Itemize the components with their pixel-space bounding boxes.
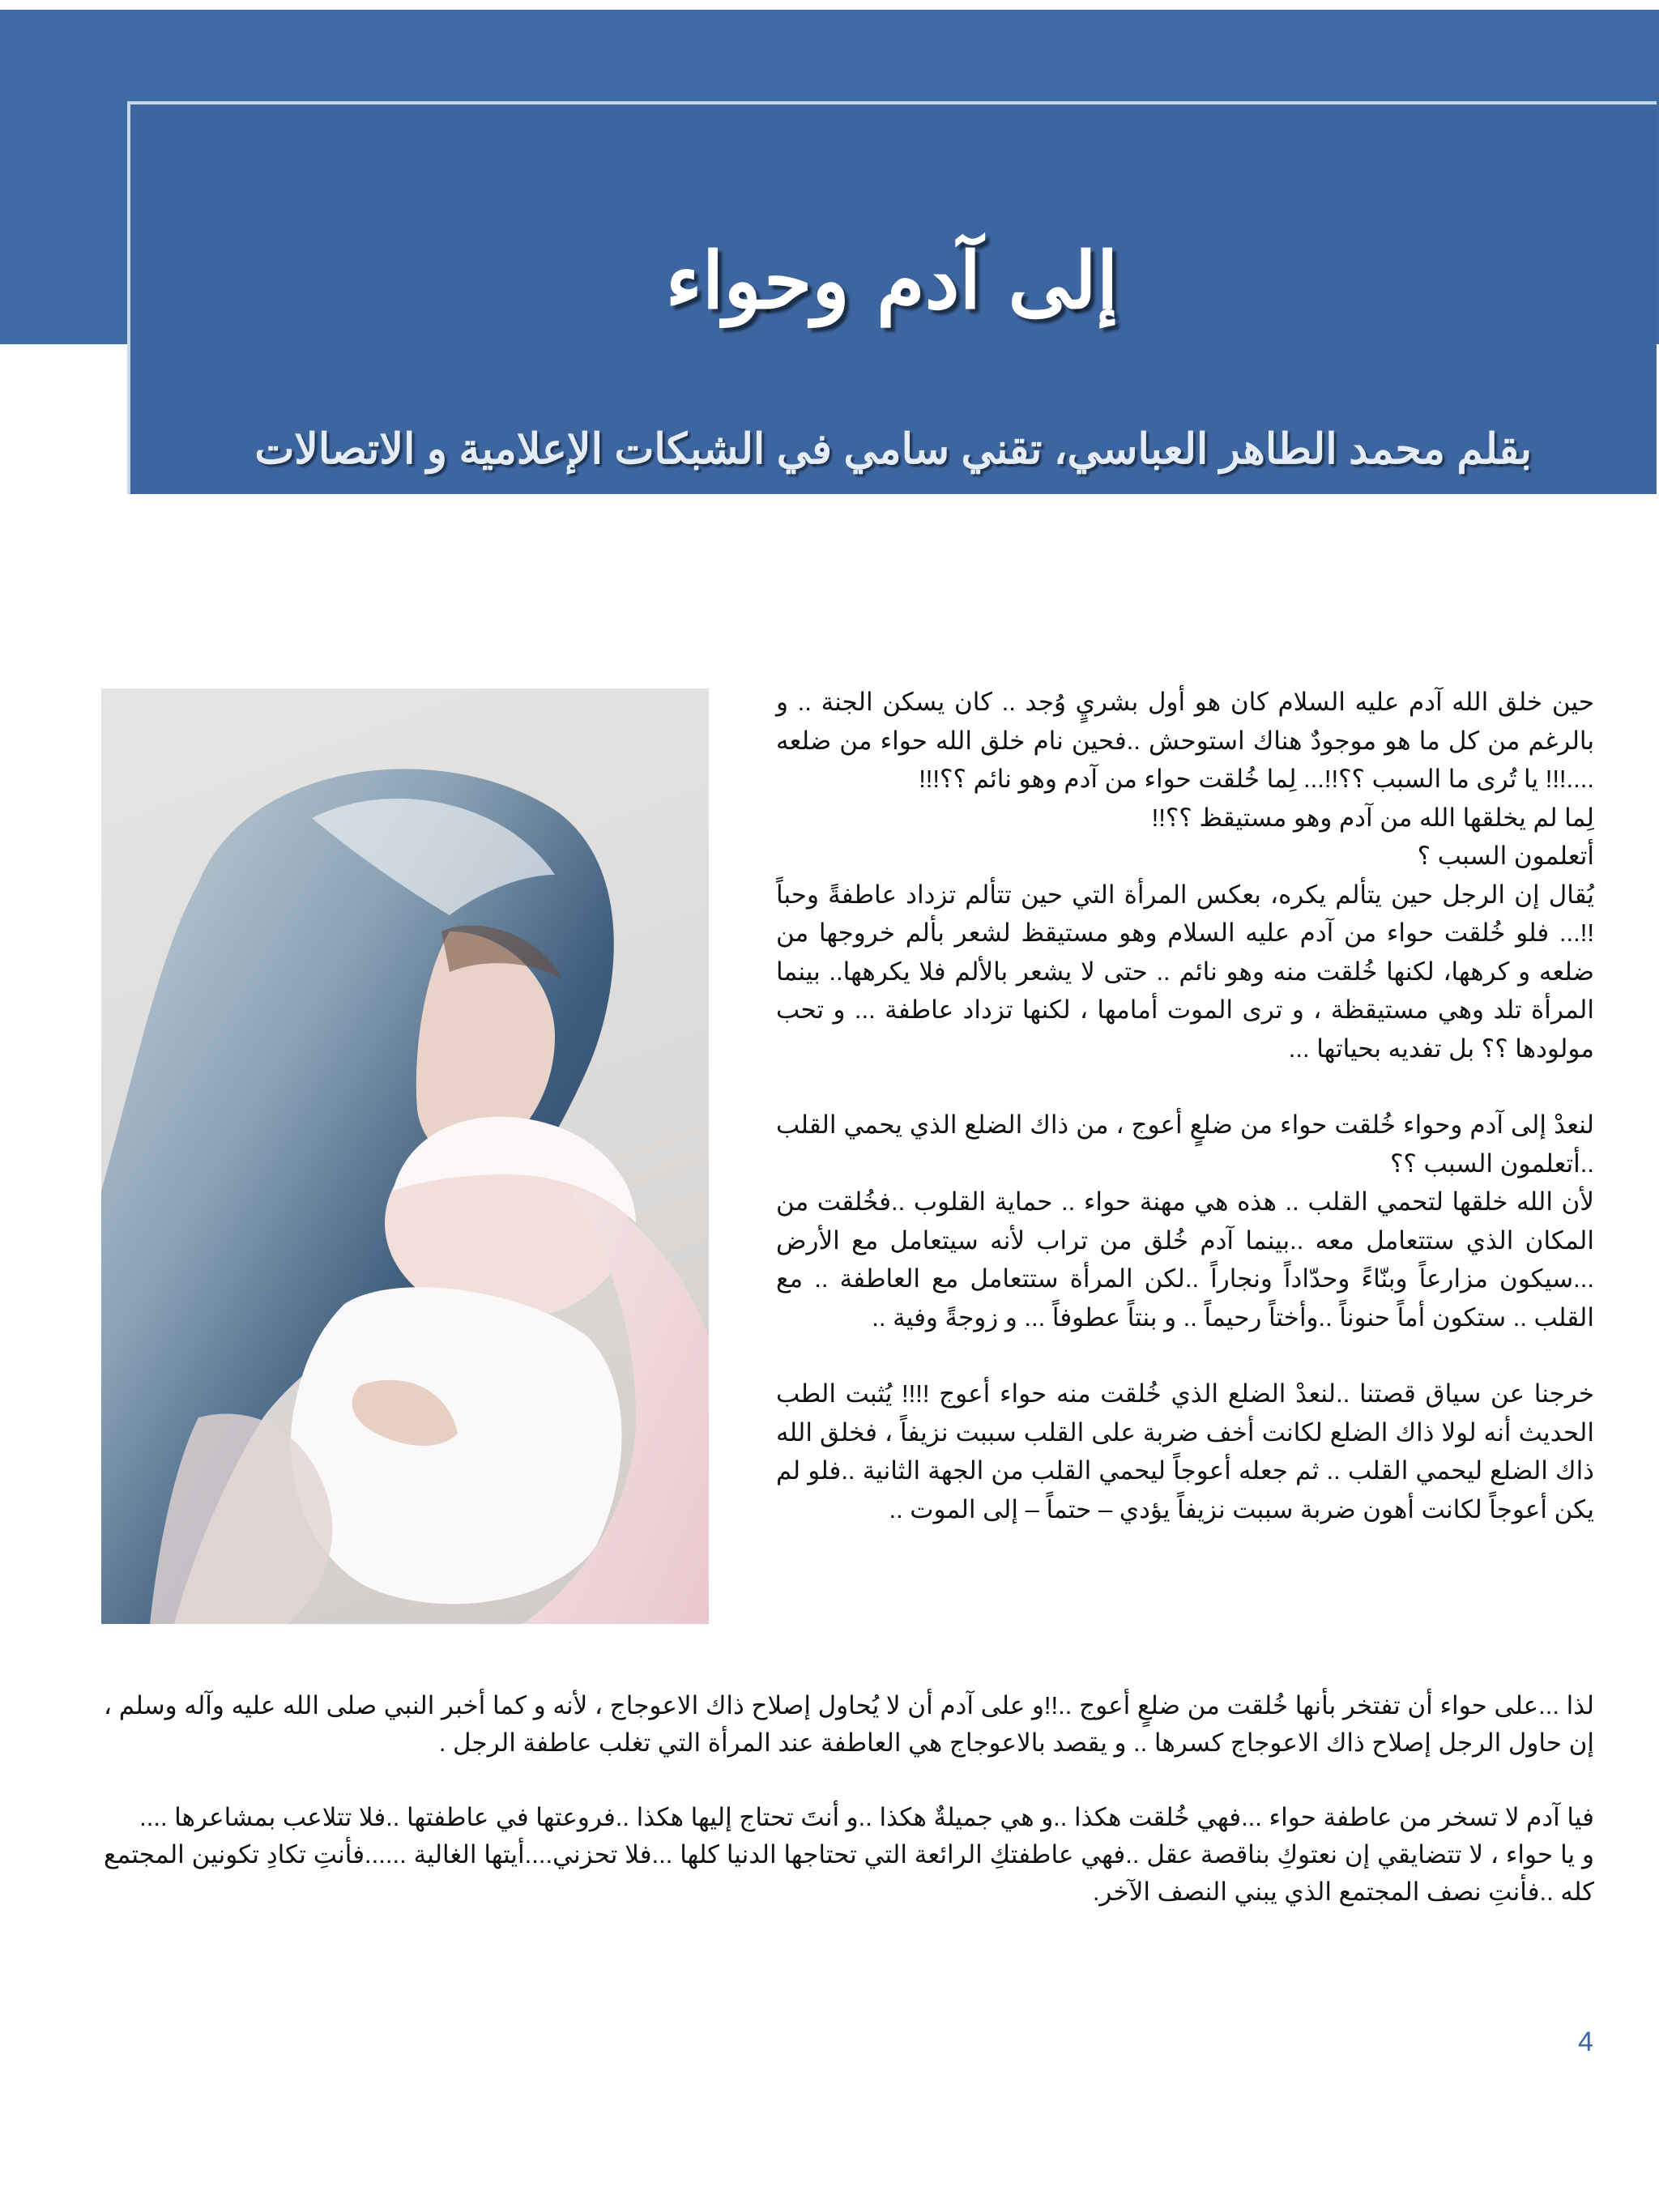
paragraph-to-eve: و يا حواء ، لا تتضايقي إن نعتوكِ بناقصة عقل ..فهي عاطفتكِ الرائعة التي تحتاجها الدنيا كلها ...فلا تحزني....أيتها الغالية ......فأنتِ تكادِ تكونين المجتمع كله ..فأنتِ نصف المجتمع الذي يبني النصف الآخر. (104, 1840, 1594, 1906)
mother-kissing-baby-photo (101, 688, 709, 1624)
paragraph-spacer (776, 1336, 1594, 1375)
paragraph-reason-question: أتعلمون السبب ؟ (1417, 842, 1594, 870)
paragraph-spacer (776, 1068, 1594, 1106)
page-number: 4 (1578, 2027, 1593, 2057)
paragraph-conclusion: لذا ...على حواء أن تفتخر بأنها خُلقت من ضلعٍ أعوج ..!!و على آدم أن لا يُحاول إصلاح ذاك الاعوجاج ، لأنه و كما أخبر النبي صلى الله عليه وآله وسلم ، إن حاول الرجل إصلاح ذاك الاعوجاج كسرها .. و يقصد بالاعوجاج هي العاطفة عند المرأة التي تغلب عاطفة الرجل . (104, 1691, 1594, 1757)
paragraph-rib: لنعدْ إلى آدم وحواء خُلقت حواء من ضلعٍ أعوج ، من ذاك الضلع الذي يحمي القلب ..أتعلمون السبب ؟؟ (776, 1110, 1594, 1178)
paragraph-heart: لأن الله خلقها لتحمي القلب .. هذه هي مهنة حواء .. حماية القلوب ..فخُلقت من المكان الذي ستتعامل معه ..بينما آدم خُلق من تراب لأنه سيتعامل مع الأرض ...سيكون مزارعاً وبنّاءً وحدّاداً ونجاراً ..لكن المرأة ستتعامل مع العاطفة .. مع القلب .. ستكون أماً حنوناً ..وأختاً رحيماً .. و بنتاً عطوفاً ... و زوجةً وفية .. (776, 1187, 1594, 1332)
paragraph-question: لِما لم يخلقها الله من آدم وهو مستيقظ ؟؟!! (1151, 803, 1594, 832)
top-white-strip (0, 0, 1659, 10)
article-body-full (104, 1687, 1594, 1911)
paragraph-spacer (104, 1762, 1594, 1799)
article-byline: بقلم محمد الطاهر العباسي، تقني سامي في الشبكات الإعلامية و الاتصالات (254, 426, 1532, 473)
article-title: إلى آدم وحواء (665, 235, 1119, 326)
article-body-column (776, 683, 1594, 1528)
paragraph-pain: يُقال إن الرجل حين يتألم يكره، بعكس المرأة التي حين تتألم تزداد عاطفةً وحباً !!... فلو خُلقت حواء من آدم عليه السلام وهو مستيقظ لشعر بألم خروجها من ضلعه و كرهها، لكنها خُلقت منه وهو نائم .. حتى لا يشعر بالألم فلا يكرهها.. بينما المرأة تلد وهي مستيقظة ، و ترى الموت أمامها ، لكنها تزداد عاطفة ... و تحب مولودها ؟؟ بل تفديه بحياتها ... (776, 880, 1595, 1063)
paragraph-to-adam: فيا آدم لا تسخر من عاطفة حواء ...فهي خُلقت هكذا ..و هي جميلةٌ هكذا ..و أنتَ تحتاج إليها هكذا ..فروعتها في عاطفتها ..فلا تتلاعب بمشاعرها .... (139, 1803, 1594, 1831)
paragraph-intro: حين خلق الله آدم عليه السلام كان هو أول بشريٍ وُجد .. كان يسكن الجنة .. و بالرغم من كل ما هو موجودٌ هناك استوحش ..فحين نام خلق الله حواء من ضلعه ....!!! يا تُرى ما السبب ؟؟!!... لِما خُلقت حواء من آدم وهو نائم ؟؟!!! (776, 688, 1594, 793)
photo-illustration-icon (101, 688, 709, 1624)
paragraph-medicine: خرجنا عن سياق قصتنا ..لنعدْ الضلع الذي خُلقت منه حواء أعوج !!!! يُثبت الطب الحديث أنه لولا ذاك الضلع لكانت أخف ضربة على القلب سببت نزيفاً ، فخلق الله ذاك الضلع ليحمي القلب .. ثم جعله أعوجاً ليحمي القلب من الجهة الثانية ..فلو لم يكن أعوجاً لكانت أهون ضربة سببت نزيفاً يؤدي – حتماً – إلى الموت .. (776, 1379, 1594, 1524)
